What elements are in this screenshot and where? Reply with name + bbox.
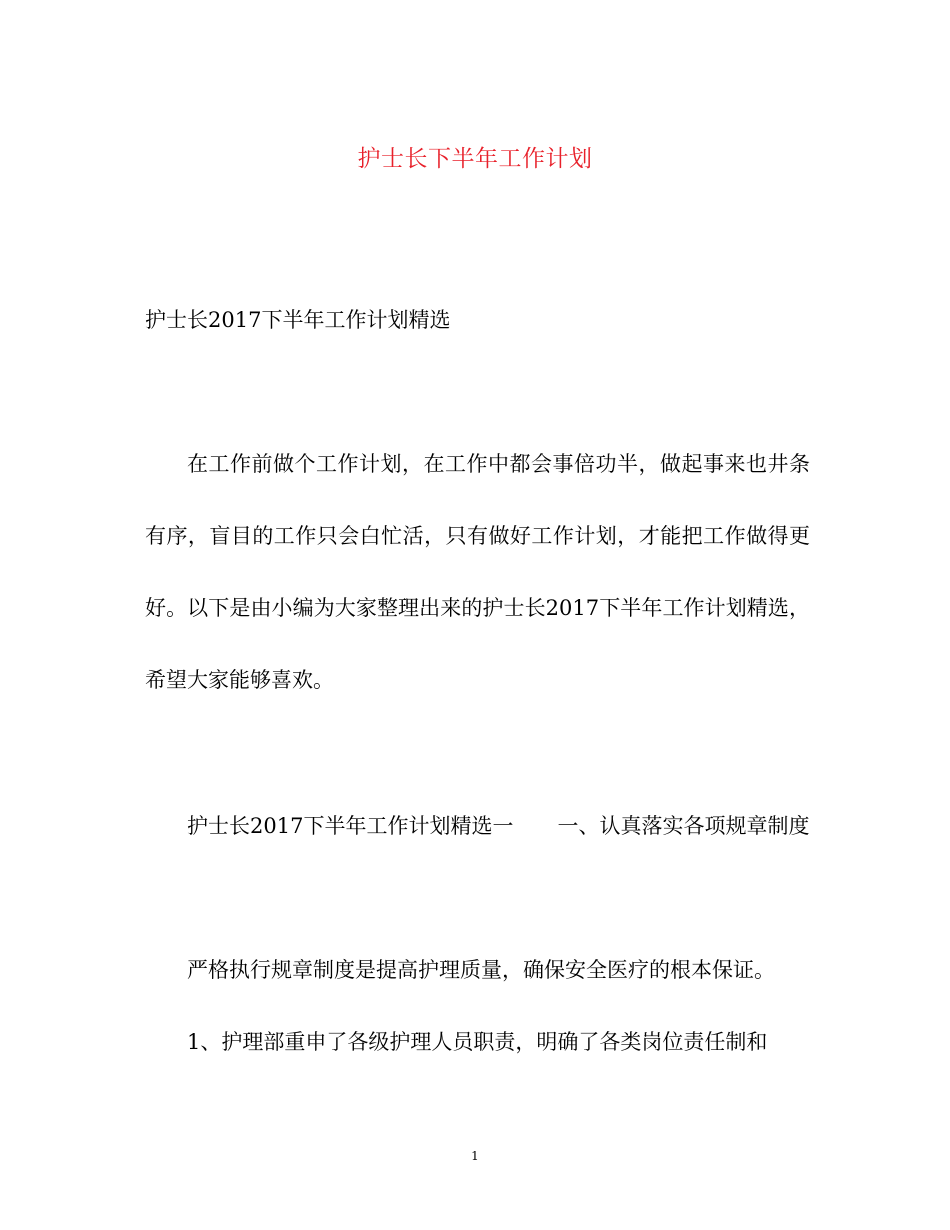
document-title: 护士长下半年工作计划 bbox=[357, 146, 593, 172]
section-heading: 护士长2017下半年工作计划精选一 bbox=[187, 814, 514, 838]
body-paragraph-1: 严格执行规章制度是提高护理质量，确保安全医疗的根本保证。 bbox=[187, 958, 775, 982]
body-paragraph-2: 1、护理部重申了各级护理人员职责，明确了各类岗位责任制和 bbox=[187, 1030, 768, 1054]
section-paragraph bbox=[145, 790, 810, 862]
section-point: 一、认真落实各项规章制度 bbox=[557, 814, 810, 838]
document-subtitle: 护士长2017下半年工作计划精选 bbox=[145, 308, 451, 332]
intro-paragraph: 在工作前做个工作计划，在工作中都会事倍功半，做起事来也井条有序，盲目的工作只会白忙活，只有做好工作计划，才能把工作做得更好。以下是由小编为大家整理出来的护士长2017下半年工作计划精选，希望大家能够喜欢。 bbox=[145, 452, 810, 692]
page-number: 1 bbox=[471, 1149, 479, 1163]
